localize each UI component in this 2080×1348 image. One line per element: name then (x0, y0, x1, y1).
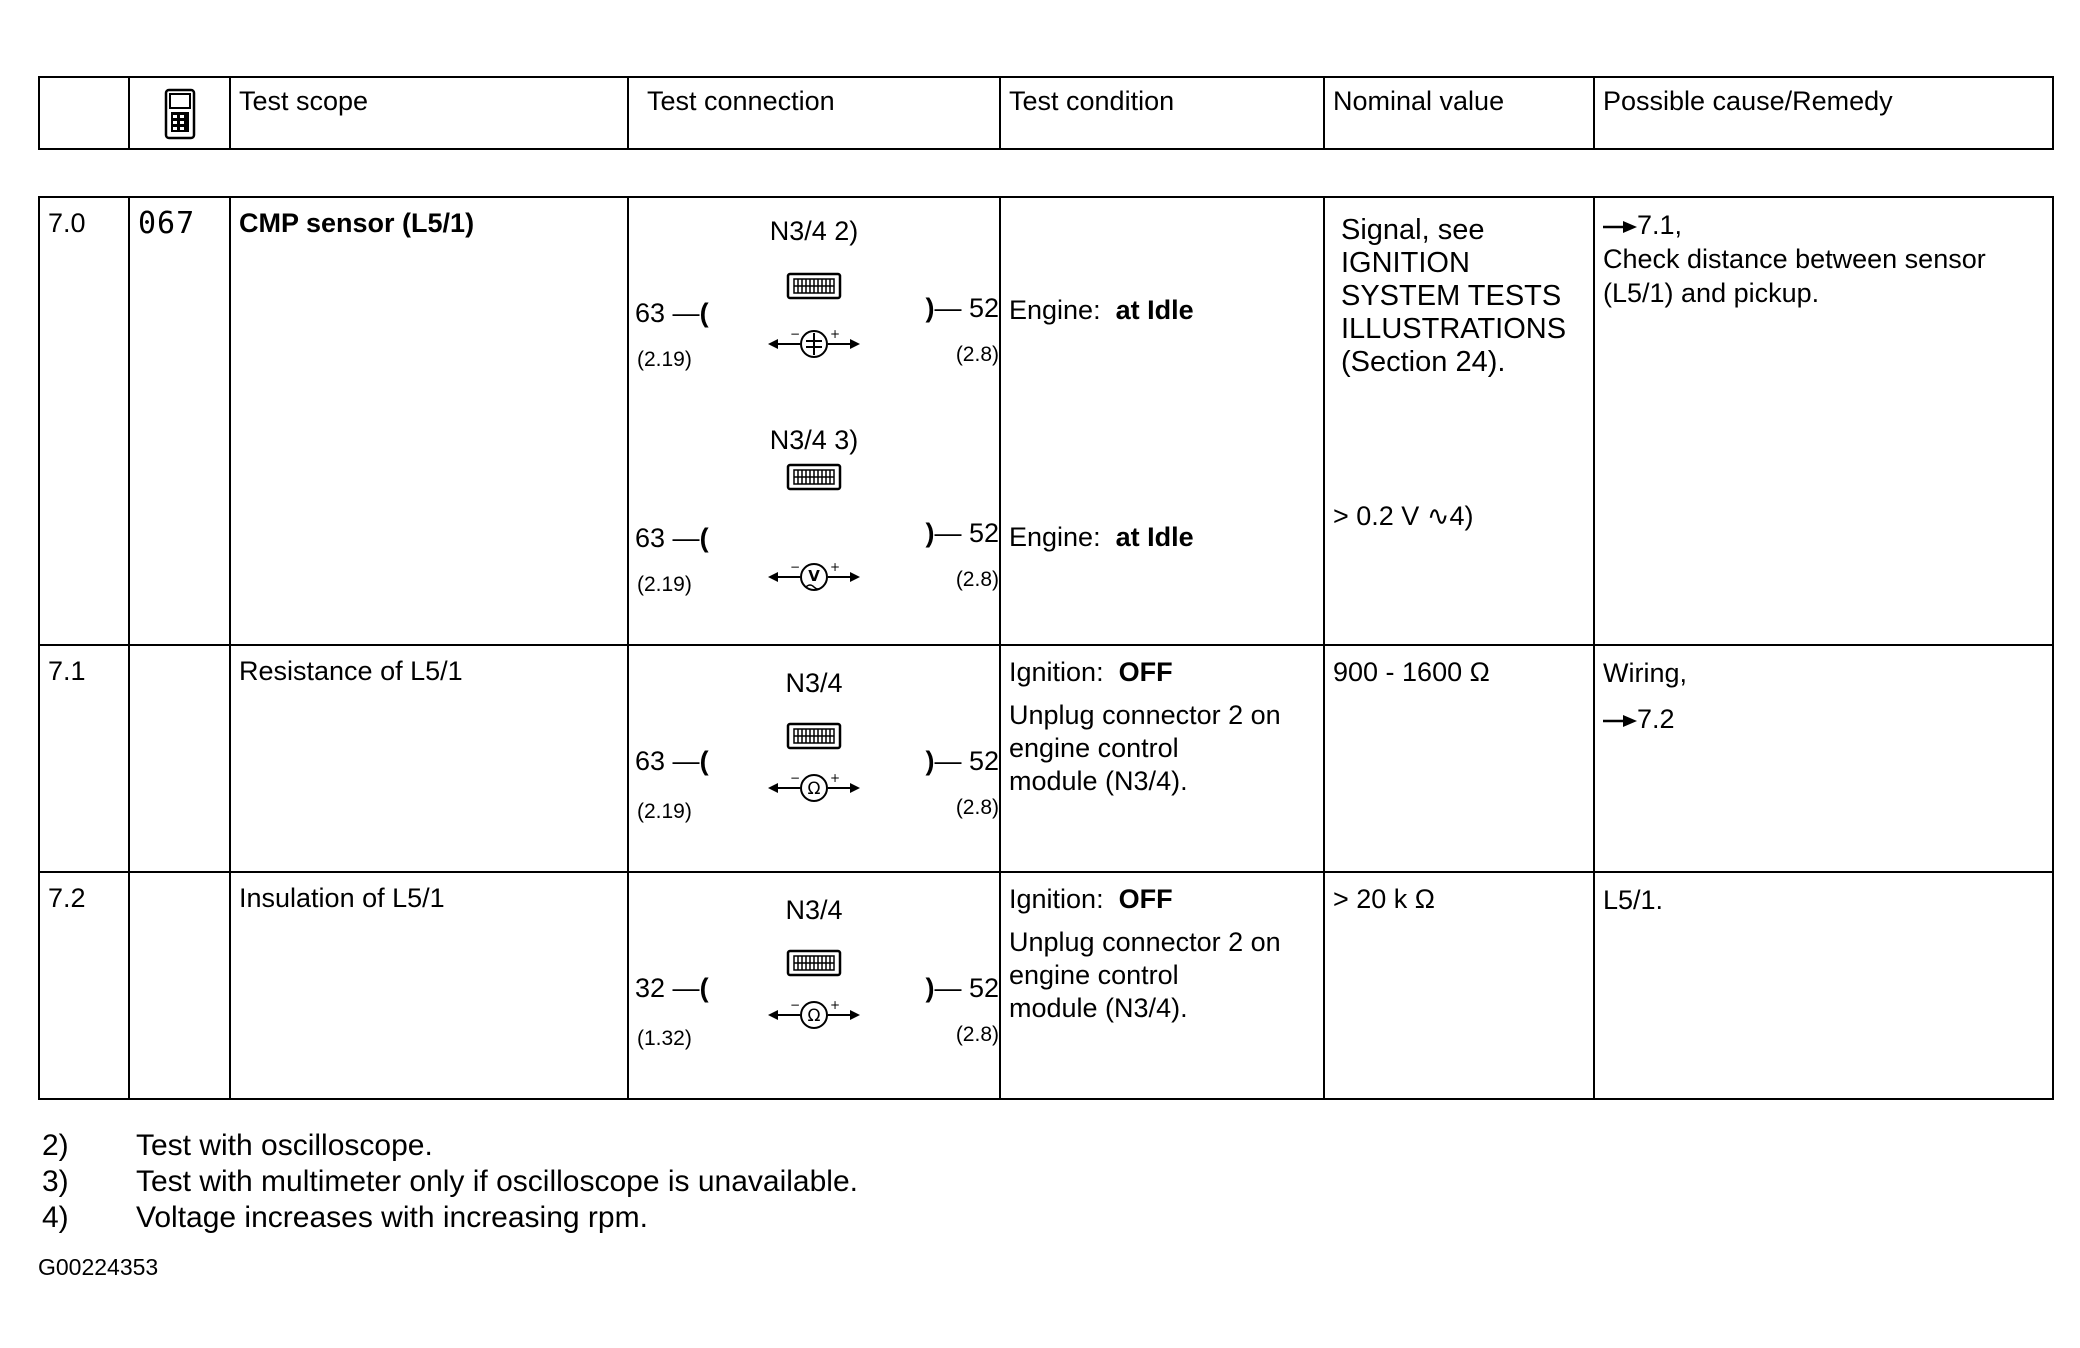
header-row (39, 77, 2053, 149)
figure-id: G00224353 (38, 1254, 159, 1280)
pin-left: 63 —( (635, 523, 709, 553)
pin-left: 32 —( (635, 973, 709, 1003)
ohmmeter-icon (766, 995, 862, 1035)
connection-block (629, 198, 999, 408)
header-nominal-value (1324, 77, 1594, 149)
header-possible-cause (1594, 77, 2053, 149)
svg-text:−: − (790, 998, 801, 1012)
step-number: 7.1 (48, 656, 86, 686)
svg-text:−: − (790, 771, 801, 785)
remedy-text: Wiring, 7.2 (1603, 658, 1688, 734)
footnote: 3) Test with multimeter only if oscilloscope is unavailable. (42, 1165, 858, 1198)
ecm-icon (786, 463, 842, 493)
footnote: 4) Voltage increases with increasing rpm. (42, 1201, 648, 1234)
condition-cell (1000, 645, 1324, 872)
scope-cell (230, 645, 628, 872)
nominal-cell (1324, 645, 1594, 872)
nominal-value-text: > 0.2 V ∿4) (1333, 501, 1474, 531)
ohmmeter-icon (766, 768, 862, 808)
step-cell (39, 645, 129, 872)
wire-gauge-right: (2.8) (955, 568, 999, 591)
remedy-text: 7.1, Check distance between sensor (L5/1) and pickup. (1603, 210, 1986, 308)
connection-block (629, 873, 999, 1083)
condition-text: Ignition: OFF Unplug connector 2 on engine control module (N3/4). (1009, 884, 1281, 1023)
wire-gauge-left: (2.19) (637, 573, 692, 596)
table-row (39, 872, 2053, 1099)
dtc-code: 067 (138, 206, 196, 241)
arrow-right-icon (1603, 219, 1637, 235)
header-test-scope-label: Test scope (239, 86, 369, 116)
handheld-tester-icon (160, 88, 200, 140)
test-scope-text: Insulation of L5/1 (239, 883, 445, 913)
pin-right: )— 52 (925, 293, 999, 323)
connection-cell (628, 645, 1000, 872)
pin-right: )— 52 (925, 973, 999, 1003)
test-scope-text: Resistance of L5/1 (239, 656, 463, 686)
header-icon-cell (129, 77, 230, 149)
module-label: N3/4 (785, 895, 843, 925)
footnotes (42, 1128, 858, 1236)
step-cell (39, 872, 129, 1099)
nominal-value-text: Signal, see IGNITION SYSTEM TESTS ILLUSTRATIONS (Section 24). (1341, 214, 1567, 378)
ecm-icon (786, 722, 842, 752)
ecm-icon (786, 949, 842, 979)
condition-text: Ignition: OFF Unplug connector 2 on engine control module (N3/4). (1009, 657, 1281, 796)
header-table (38, 76, 2054, 150)
ecm-icon (786, 272, 842, 302)
header-test-scope (230, 77, 628, 149)
nominal-value-text: > 20 k Ω (1333, 884, 1435, 914)
connection-block (629, 646, 999, 856)
test-scope-text: CMP sensor (L5/1) (239, 208, 475, 238)
wire-gauge-left: (2.19) (637, 348, 692, 371)
module-label: N3/4 (785, 668, 843, 698)
step-number: 7.2 (48, 883, 86, 913)
condition-cell (1000, 197, 1324, 645)
remedy-cell (1594, 872, 2053, 1099)
header-test-connection (628, 77, 1000, 149)
svg-text:+: + (830, 771, 841, 785)
connection-block (629, 423, 999, 633)
header-test-connection-label: Test connection (647, 86, 835, 116)
svg-text:V: V (808, 567, 820, 585)
wire-gauge-right: (2.8) (955, 796, 999, 819)
pin-right: )— 52 (925, 746, 999, 776)
nominal-value-text: 900 - 1600 Ω (1333, 657, 1490, 687)
module-label: N3/4 2) (769, 216, 859, 246)
svg-text:−: − (790, 560, 801, 574)
test-table (38, 196, 2054, 1100)
pin-right: )— 52 (925, 518, 999, 548)
header-test-condition (1000, 77, 1324, 149)
remedy-text: L5/1. (1603, 885, 1664, 915)
remedy-cell (1594, 645, 2053, 872)
pin-left: 63 —( (635, 746, 709, 776)
nominal-cell (1324, 872, 1594, 1099)
arrow-right-icon (1603, 713, 1637, 729)
svg-text:Ω: Ω (807, 779, 821, 799)
scope-cell (230, 872, 628, 1099)
wire-gauge-left: (2.19) (637, 800, 692, 823)
oscilloscope-icon (766, 324, 862, 364)
dtc-cell (129, 645, 230, 872)
remedy-cell (1594, 197, 2053, 645)
table-row (39, 645, 2053, 872)
svg-text:+: + (830, 998, 841, 1012)
table-row (39, 197, 2053, 645)
header-step-cell (39, 77, 129, 149)
nominal-cell (1324, 197, 1594, 645)
header-nominal-value-label: Nominal value (1333, 86, 1505, 116)
pin-left: 63 —( (635, 298, 709, 328)
svg-text:−: − (790, 327, 801, 341)
svg-text:+: + (830, 327, 841, 341)
condition-text: Engine: at Idle (1009, 522, 1194, 552)
svg-text:+: + (830, 560, 841, 574)
condition-text: Engine: at Idle (1009, 295, 1194, 325)
dtc-cell (129, 872, 230, 1099)
dtc-cell (129, 197, 230, 645)
wire-gauge-right: (2.8) (955, 1023, 999, 1046)
step-number: 7.0 (48, 208, 86, 238)
condition-cell (1000, 872, 1324, 1099)
header-possible-cause-label: Possible cause/Remedy (1603, 86, 1893, 116)
scope-cell (230, 197, 628, 645)
module-label: N3/4 3) (769, 425, 859, 455)
wire-gauge-left: (1.32) (637, 1027, 692, 1050)
connection-cell (628, 872, 1000, 1099)
ac-voltmeter-icon (766, 557, 862, 597)
wire-gauge-right: (2.8) (955, 343, 999, 366)
svg-text:Ω: Ω (807, 1006, 821, 1026)
footnote: 2) Test with oscilloscope. (42, 1129, 433, 1162)
connection-cell (628, 197, 1000, 645)
step-cell (39, 197, 129, 645)
header-test-condition-label: Test condition (1009, 86, 1175, 116)
